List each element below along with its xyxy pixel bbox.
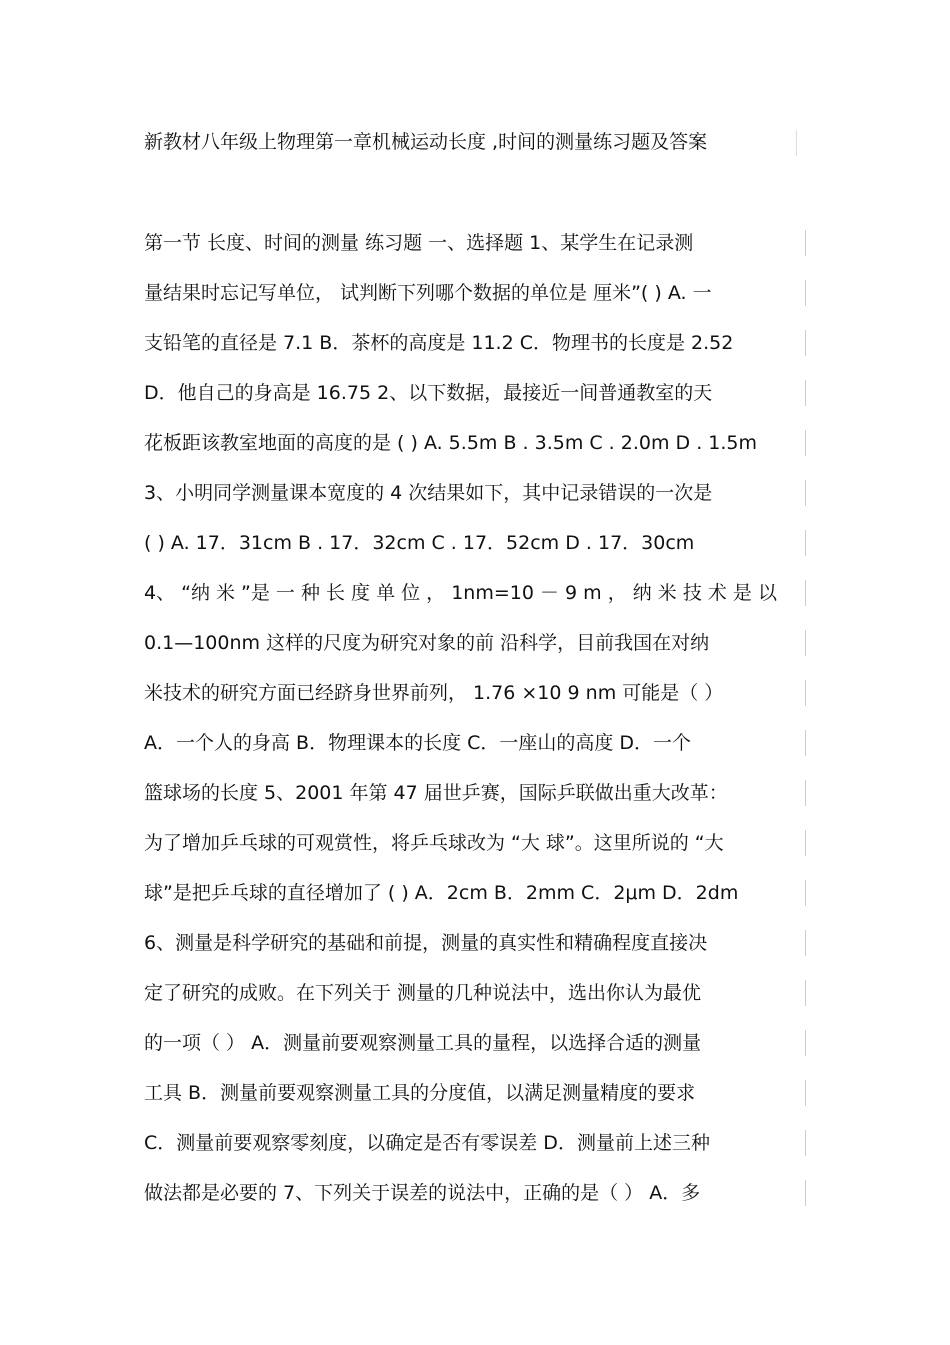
line-edge-rule xyxy=(805,730,806,756)
text-line xyxy=(144,278,806,328)
document-body xyxy=(144,228,806,1228)
text-line xyxy=(144,228,806,278)
line-edge-rule xyxy=(805,580,806,606)
line-edge-rule xyxy=(805,880,806,906)
text-line xyxy=(144,778,806,828)
line-edge-rule xyxy=(805,230,806,256)
line-edge-rule xyxy=(805,830,806,856)
text-line xyxy=(144,428,806,478)
text-line xyxy=(144,528,806,578)
text-line xyxy=(144,1178,806,1228)
line-edge-rule xyxy=(805,980,806,1006)
line-edge-rule xyxy=(805,1180,806,1206)
line-edge-rule xyxy=(805,1130,806,1156)
text-line xyxy=(144,978,806,1028)
line-edge-rule xyxy=(805,380,806,406)
text-line-content: 为了增加乒乓球的可观赏性，将乒乓球改为 “大 球”。这里所说的 “大 xyxy=(144,832,724,854)
text-line-content: 球”是把乒乓球的直径增加了 ( ) A．2cm B．2mm C．2μm D．2dm xyxy=(144,882,739,904)
text-line-content: D．他自己的身高是 16.75 2、以下数据，最接近一间普通教室的天 xyxy=(144,382,713,404)
text-line xyxy=(144,478,806,528)
text-line-content: 花板距该教室地面的高度的是 ( ) A. 5.5m B . 3.5m C . 2.0m D . 1.5m xyxy=(144,432,757,454)
line-edge-rule xyxy=(805,330,806,356)
line-edge-rule xyxy=(805,680,806,706)
text-line-content: 0.1—100nm 这样的尺度为研究对象的前 沿科学，目前我国在对纳 xyxy=(144,632,710,654)
title-edge-rule xyxy=(796,130,797,156)
document-title: 新教材八年级上物理第一章机械运动长度 ,时间的测量练习题及答案 xyxy=(144,131,708,153)
text-line xyxy=(144,728,806,778)
text-line-content: 工具 B．测量前要观察测量工具的分度值，以满足测量精度的要求 xyxy=(144,1082,696,1104)
text-line-content: 第一节 长度、时间的测量 练习题 一、选择题 1、某学生在记录测 xyxy=(144,232,694,254)
text-line-content: 支铅笔的直径是 7.1 B．茶杯的高度是 11.2 C．物理书的长度是 2.52 xyxy=(144,332,734,354)
line-edge-rule xyxy=(805,280,806,306)
line-edge-rule xyxy=(805,780,806,806)
text-line-content: C．测量前要观察零刻度，以确定是否有零误差 D．测量前上述三种 xyxy=(144,1132,710,1154)
text-line-content: 量结果时忘记写单位， 试判断下列哪个数据的单位是 厘米”( ) A. 一 xyxy=(144,282,712,304)
text-line-content: 6、测量是科学研究的基础和前提，测量的真实性和精确程度直接决 xyxy=(144,932,708,954)
text-line-content: 定了研究的成败。在下列关于 测量的几种说法中，选出你认为最优 xyxy=(144,982,702,1004)
text-line xyxy=(144,1128,806,1178)
line-edge-rule xyxy=(805,630,806,656)
text-line-content: ( ) A. 17．31cm B . 17．32cm C . 17．52cm D . 17．30cm xyxy=(144,532,695,554)
text-line xyxy=(144,1078,806,1128)
text-line-content: 4、 “纳 米 ”是 一 种 长 度 单 位 ， 1nm=10 － 9 m ， 纳 米 技 术 是 以 xyxy=(144,582,777,604)
text-line-content: 米技术的研究方面已经跻身世界前列， 1.76 ×10 9 nm 可能是（ ） xyxy=(144,682,724,704)
text-line xyxy=(144,878,806,928)
text-line xyxy=(144,1028,806,1078)
text-line-content: A．一个人的身高 B．物理课本的长度 C．一座山的高度 D．一个 xyxy=(144,732,692,754)
line-edge-rule xyxy=(805,430,806,456)
text-line xyxy=(144,378,806,428)
line-edge-rule xyxy=(805,480,806,506)
text-line xyxy=(144,578,806,628)
text-line-content: 3、小明同学测量课本宽度的 4 次结果如下，其中记录错误的一次是 xyxy=(144,482,713,504)
text-line xyxy=(144,828,806,878)
text-line xyxy=(144,678,806,728)
text-line xyxy=(144,328,806,378)
line-edge-rule xyxy=(805,530,806,556)
line-edge-rule xyxy=(805,1030,806,1056)
line-edge-rule xyxy=(805,930,806,956)
text-line-content: 的一项（ ） A．测量前要观察测量工具的量程，以选择合适的测量 xyxy=(144,1032,702,1054)
text-line xyxy=(144,628,806,678)
text-line-content: 做法都是必要的 7、下列关于误差的说法中，正确的是（ ） A．多 xyxy=(144,1182,701,1204)
line-edge-rule xyxy=(805,1080,806,1106)
text-line xyxy=(144,928,806,978)
text-line-content: 篮球场的长度 5、2001 年第 47 届世乒赛，国际乒联做出重大改革： xyxy=(144,782,728,804)
